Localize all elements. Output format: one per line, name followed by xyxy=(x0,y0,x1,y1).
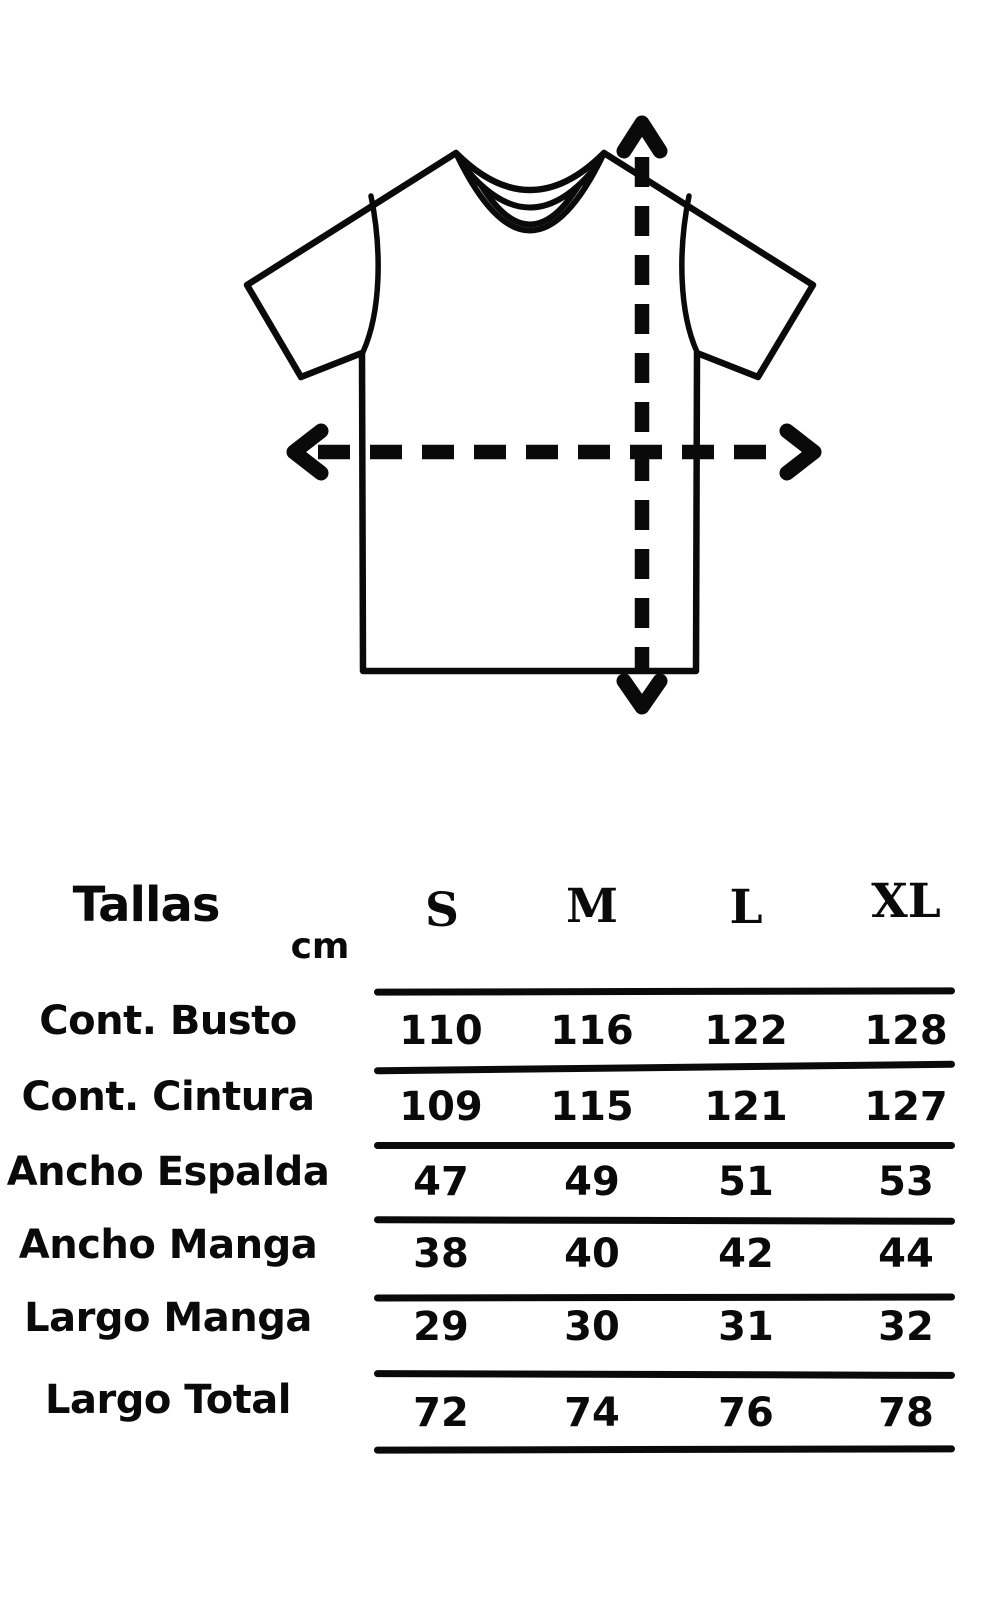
cell-espalda-l: 51 xyxy=(718,1159,774,1205)
cell-largomanga-l: 31 xyxy=(718,1304,774,1350)
horizontal-arrow-head-right xyxy=(787,431,814,473)
cell-anchomanga-l: 42 xyxy=(718,1231,774,1277)
cell-largomanga-m: 30 xyxy=(564,1304,620,1350)
table-rule xyxy=(374,1061,955,1075)
row-label-cont-busto: Cont. Busto xyxy=(39,998,297,1044)
table-rule xyxy=(374,1142,955,1149)
unit-label: cm xyxy=(290,926,350,967)
cell-cintura-s: 109 xyxy=(399,1084,483,1130)
table-rule xyxy=(374,1293,955,1301)
cell-busto-xl: 128 xyxy=(864,1008,948,1054)
size-column-header-m: M xyxy=(565,879,619,934)
cell-busto-m: 116 xyxy=(550,1008,634,1054)
cell-largototal-xl: 78 xyxy=(878,1390,934,1436)
table-rule xyxy=(374,1370,955,1379)
cell-anchomanga-s: 38 xyxy=(413,1231,469,1277)
row-label-largo-total: Largo Total xyxy=(44,1377,292,1423)
row-label-cont-cintura: Cont. Cintura xyxy=(21,1074,315,1120)
cell-largomanga-xl: 32 xyxy=(878,1304,934,1350)
cell-anchomanga-m: 40 xyxy=(564,1231,620,1277)
table-rule xyxy=(374,1216,955,1225)
cell-largototal-l: 76 xyxy=(718,1390,774,1436)
cell-busto-l: 122 xyxy=(704,1008,788,1054)
cell-cintura-m: 115 xyxy=(550,1084,634,1130)
cell-largototal-s: 72 xyxy=(413,1390,469,1436)
row-label-largo-manga: Largo Manga xyxy=(24,1295,312,1341)
cell-cintura-xl: 127 xyxy=(864,1084,948,1130)
cell-espalda-s: 47 xyxy=(413,1159,469,1205)
row-label-ancho-espalda: Ancho Espalda xyxy=(6,1149,330,1195)
vertical-arrow-head-down xyxy=(624,681,660,707)
horizontal-arrow-head-left xyxy=(294,431,321,473)
table-rule xyxy=(374,1445,955,1453)
cell-anchomanga-xl: 44 xyxy=(878,1231,934,1277)
cell-espalda-m: 49 xyxy=(564,1159,620,1205)
vertical-arrow-head-up xyxy=(624,123,660,151)
size-column-header-l: L xyxy=(729,880,763,935)
table-rule xyxy=(374,987,955,995)
cell-busto-s: 110 xyxy=(399,1008,483,1054)
row-label-ancho-manga: Ancho Manga xyxy=(18,1222,318,1268)
size-column-header-s: S xyxy=(425,883,459,938)
cell-cintura-l: 121 xyxy=(704,1084,788,1130)
cell-espalda-xl: 53 xyxy=(878,1159,934,1205)
size-column-header-xl: XL xyxy=(871,874,941,929)
cell-largototal-m: 74 xyxy=(564,1390,620,1436)
size-chart-title: Tallas xyxy=(72,877,220,933)
cell-largomanga-s: 29 xyxy=(413,1304,469,1350)
